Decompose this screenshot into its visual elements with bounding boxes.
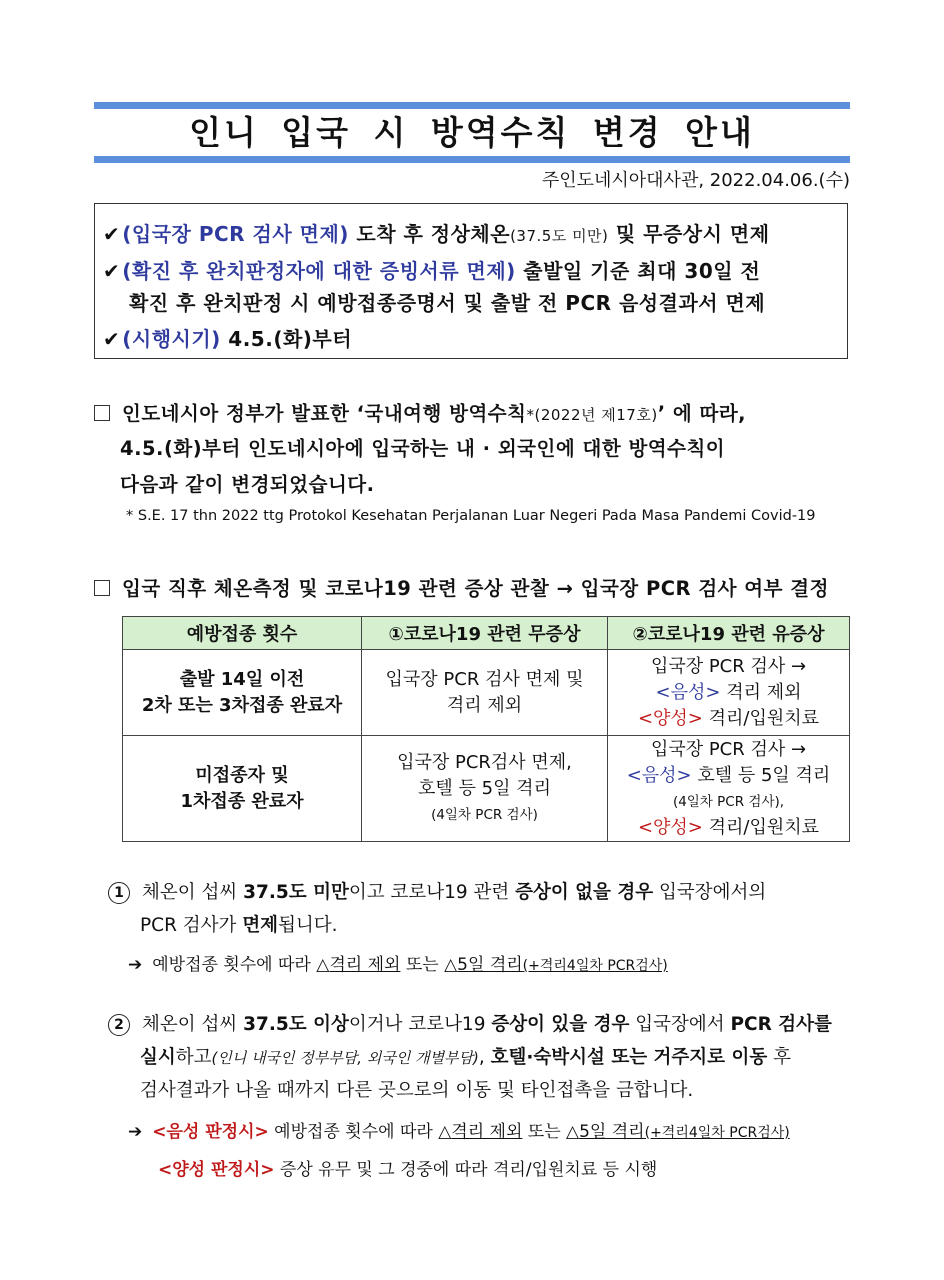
intro-line-3: 다음과 같이 변경되었습니다. [120,473,375,496]
intro-line-2: 4.5.(화)부터 인도네시아에 입국하는 내 · 외국인에 대한 방역수칙이 [120,437,726,460]
intro-line-1: 인도네시아 정부가 발표한 ‘국내여행 방역수칙*(2022년 제17호)’ 에 따라, [94,398,746,426]
note-1-arrow-line: ➔ 예방접종 횟수에 따라 △격리 제외 또는 △5일 격리(+격리4일차 PCR검사) [128,955,668,975]
arrow-icon: ➔ [128,955,143,975]
note-2-arrow-line: ➔ <음성 판정시> 예방접종 횟수에 따라 △격리 제외 또는 △5일 격리(+격리4일차 PCR검사) [128,1122,790,1142]
note-1-line-2: PCR 검사가 면제됩니다. [140,915,338,936]
table-cell: 입국장 PCR 검사 → <음성> 격리 제외 <양성> 격리/입원치료 [608,650,850,736]
summary-item-pcr-exemption: ✔ (입국장 PCR 검사 면제) 도착 후 정상체온(37.5도 미만) 및 무증상시 면제 [103,222,770,246]
summary-item-effective-date: ✔ (시행시기) 4.5.(화)부터 [103,327,353,351]
circled-number-2: 2 [108,1014,130,1036]
arrow-icon: ➔ [128,1122,143,1142]
issuer-date: 주인도네시아대사관, 2022.04.06.(수) [541,170,850,191]
table-cell: 출발 14일 이전 2차 또는 3차접종 완료자 [123,650,362,736]
summary-item-document-exemption-cont: 확진 후 완치판정 시 예방접종증명서 및 출발 전 PCR 음성결과서 면제 [129,291,766,315]
check-icon: ✔ [103,327,121,351]
table-header: 예방접종 횟수 [123,617,362,650]
check-icon: ✔ [103,259,121,283]
check-icon: ✔ [103,222,121,246]
table-row [123,650,850,736]
footnote: * S.E. 17 thn 2022 ttg Protokol Kesehatan Perjalanan Luar Negeri Pada Masa Pandemi Covid-19 [126,508,816,524]
title-bottom-bar [94,156,850,163]
table-header: ②코로나19 관련 유증상 [608,617,850,650]
summary-box [94,203,848,359]
table-cell: 입국장 PCR 검사 → <음성> 호텔 등 5일 격리 (4일차 PCR 검사), <양성> 격리/입원치료 [608,736,850,842]
checkbox-square-icon [94,405,110,421]
page-title: 인니 입국 시 방역수칙 변경 안내 [189,113,755,152]
summary-item-document-exemption: ✔ (확진 후 완치판정자에 대한 증빙서류 면제) 출발일 기준 최대 30일 전 [103,259,761,283]
note-2-line-1: 2 체온이 섭씨 37.5도 이상이거나 코로나19 증상이 있을 경우 입국장에서 PCR 검사를 [108,1010,832,1036]
table-row [123,736,850,842]
quarantine-table [122,616,850,842]
table-header: ①코로나19 관련 무증상 [362,617,608,650]
note-2-line-2: 실시하고(인니 내국인 정부부담, 외국인 개별부담), 호텔·숙박시설 또는 거주지로 이동 후 [140,1047,791,1068]
title-top-bar [94,102,850,109]
circled-number-1: 1 [108,882,130,904]
section-heading: 입국 직후 체온측정 및 코로나19 관련 증상 관찰 → 입국장 PCR 검사 여부 결정 [94,573,829,601]
note-1-line-1: 1 체온이 섭씨 37.5도 미만이고 코로나19 관련 증상이 없을 경우 입국장에서의 [108,878,766,904]
note-2-positive-line: <양성 판정시> 증상 유무 및 그 경중에 따라 격리/입원치료 등 시행 [158,1160,658,1180]
table-cell: 미접종자 및 1차접종 완료자 [123,736,362,842]
table-cell: 입국장 PCR검사 면제, 호텔 등 5일 격리 (4일차 PCR 검사) [362,736,608,842]
table-cell: 입국장 PCR 검사 면제 및 격리 제외 [362,650,608,736]
note-2-line-3: 검사결과가 나올 때까지 다른 곳으로의 이동 및 타인접촉을 금합니다. [140,1080,694,1101]
checkbox-square-icon [94,580,110,596]
